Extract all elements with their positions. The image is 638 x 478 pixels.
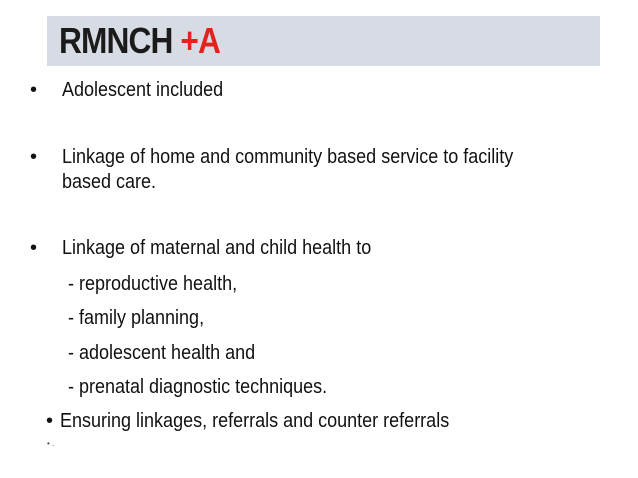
slide-title-main: RMNCH [59,20,181,61]
sub-item-prenatal-diagnostic: - prenatal diagnostic techniques. [68,376,328,398]
bullet-marker: • [46,410,54,432]
bullet-adolescent-included: Adolescent included [62,79,224,101]
sub-item-family-planning: - family planning, [68,307,205,329]
bullet-linkage-mch: Linkage of maternal and child health to [62,237,372,259]
bullet-linkage-home-line1: Linkage of home and community based service to facility [62,146,514,168]
stray-marks: • . [47,439,55,448]
slide-title-accent: +A [180,20,221,61]
bullet-marker: • [30,79,38,101]
bullet-marker: • [30,237,38,259]
bullet-ensuring-linkages: Ensuring linkages, referrals and counter referrals [60,410,450,432]
bullet-linkage-home-line2: based care. [62,171,157,193]
bullet-marker: • [30,146,38,168]
sub-item-adolescent-health: - adolescent health and [68,342,256,364]
sub-item-reproductive-health: - reproductive health, [68,273,238,295]
